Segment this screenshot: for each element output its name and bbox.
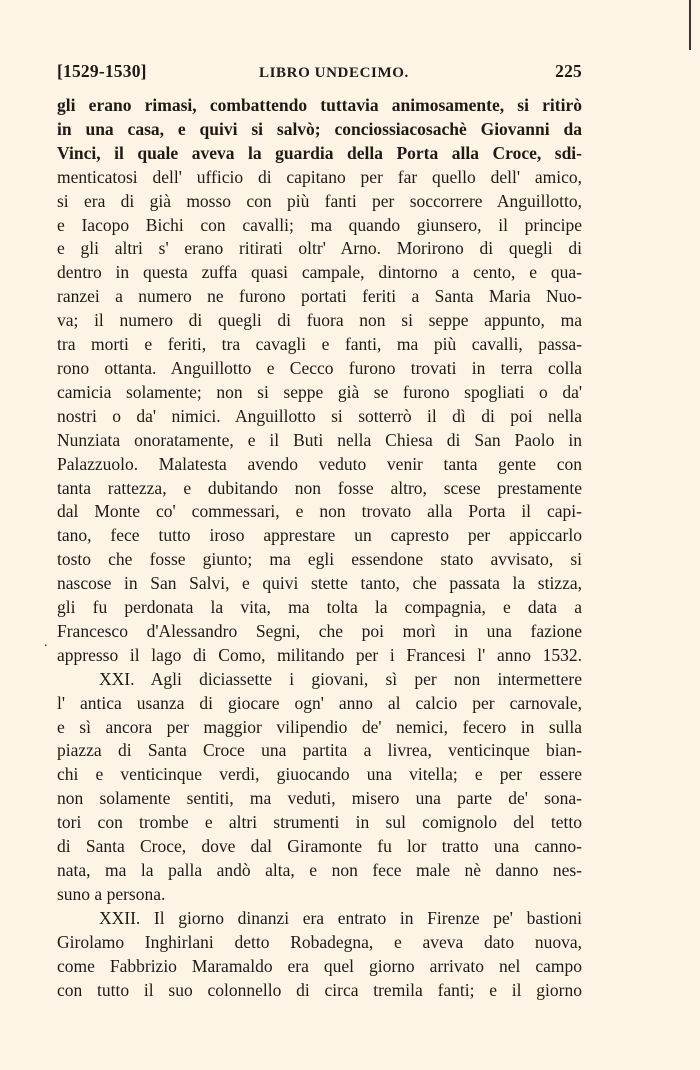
text-line: camicia solamente; non si seppe già se furono spogliati o da' [57, 381, 582, 402]
text-line: va; il numero di quegli di fuora non si seppe appunto, ma [57, 310, 582, 331]
text-line: nostri o da' nimici. Anguillotto si sotterrò il dì di poi nella [57, 405, 582, 426]
text-line: menticatosi dell' ufficio di capitano per far quello dell' amico, [57, 166, 582, 187]
text-line: non solamente sentiti, ma veduti, misero una parte de' sona- [57, 788, 582, 809]
page-header [57, 61, 582, 87]
text-line: come Fabbrizio Maramaldo era quel giorno arrivato nel campo [57, 955, 582, 976]
text-line: tano, fece tutto iroso apprestare un capresto per appiccarlo [57, 525, 582, 546]
page-edge-line [689, 0, 691, 50]
text-line: in una casa, e quivi si salvò; conciossiacosachè Giovanni da [57, 118, 582, 139]
text-line: piazza di Santa Croce una partita a livrea, venticinque bian- [57, 740, 582, 761]
text-line: tori con trombe e altri strumenti in sul comignolo del tetto [57, 812, 582, 833]
header-years: [1529-1530] [57, 61, 147, 81]
text-line: chi e venticinque verdi, giuocando una vitella; e per essere [57, 764, 582, 785]
text-line: e Iacopo Bichi con cavalli; ma quando giunsero, il principe [57, 214, 582, 235]
text-line: nascose in San Salvi, e quivi stette tanto, che passata la stizza, [57, 573, 582, 594]
text-line: rono ottanta. Anguillotto e Cecco furono trovati in terra colla [57, 357, 582, 378]
text-line: e sì ancora per maggior vilipendio de' nemici, fecero in sulla [57, 716, 582, 737]
text-line: e gli altri s' erano ritirati oltr' Arno. Morirono di quegli di [57, 238, 582, 259]
text-line: ranzei a numero ne furono portati feriti a Santa Maria Nuo- [57, 286, 582, 307]
header-running-title: LIBRO UNDECIMO. [258, 65, 409, 81]
text-line: gli fu perdonata la vita, ma tolta la compagnia, e data a [57, 597, 582, 618]
text-line: Girolamo Inghirlani detto Robadegna, e aveva dato nuova, [57, 931, 582, 952]
text-line: l' antica usanza di giocare ogn' anno al calcio per carnovale, [57, 692, 582, 713]
text-line: nata, ma la palla andò alta, e non fece male nè danno nes- [57, 860, 582, 880]
text-line: di Santa Croce, dove dal Giramonte fu lor tratto una canno- [57, 836, 582, 857]
text-line: con tutto il suo colonnello di circa tremila fanti; e il giorno [57, 979, 582, 1000]
text-line: tra morti e feriti, tra cavagli e fanti, ma più cavalli, passa- [57, 334, 582, 355]
body-text [57, 94, 582, 1002]
paragraph-xxii-start: XXII. Il giorno dinanzi era entrato in Firenze pe' bastioni [99, 907, 582, 928]
text-line: appresso il lago di Como, militando per i Francesi l' anno 1532. [57, 644, 582, 665]
text-line: suno a persona. [57, 883, 166, 904]
text-line: tosto che fosse giunto; ma egli essendone stato avvisato, si [57, 549, 582, 570]
text-line: Vinci, il quale aveva la guardia della Porta alla Croce, sdi- [57, 142, 582, 163]
text-line: Palazzuolo. Malatesta avendo veduto venir tanta gente con [57, 453, 582, 474]
text-line: Nunziata onoratamente, e il Buti nella Chiesa di San Paolo in [57, 429, 582, 450]
text-line: gli erano rimasi, combattendo tuttavia animosamente, si ritirò [57, 95, 582, 115]
margin-mark: . [44, 635, 48, 650]
text-line: si era di già mosso con più fanti per soccorrere Anguillotto, [57, 190, 582, 211]
text-line: dentro in questa zuffa quasi campale, dintorno a cento, e qua- [57, 262, 582, 283]
paragraph-xxi-start: XXI. Agli diciassette i giovani, sì per non intermettere [99, 668, 582, 689]
text-line: tanta rattezza, e dubitando non fosse altro, scese prestamente [57, 477, 582, 498]
header-page-number: 225 [555, 61, 582, 81]
text-line: Francesco d'Alessandro Segni, che poi morì in una fazione [57, 620, 582, 641]
text-line: dal Monte co' commessari, e non trovato alla Porta il capi- [57, 501, 582, 522]
